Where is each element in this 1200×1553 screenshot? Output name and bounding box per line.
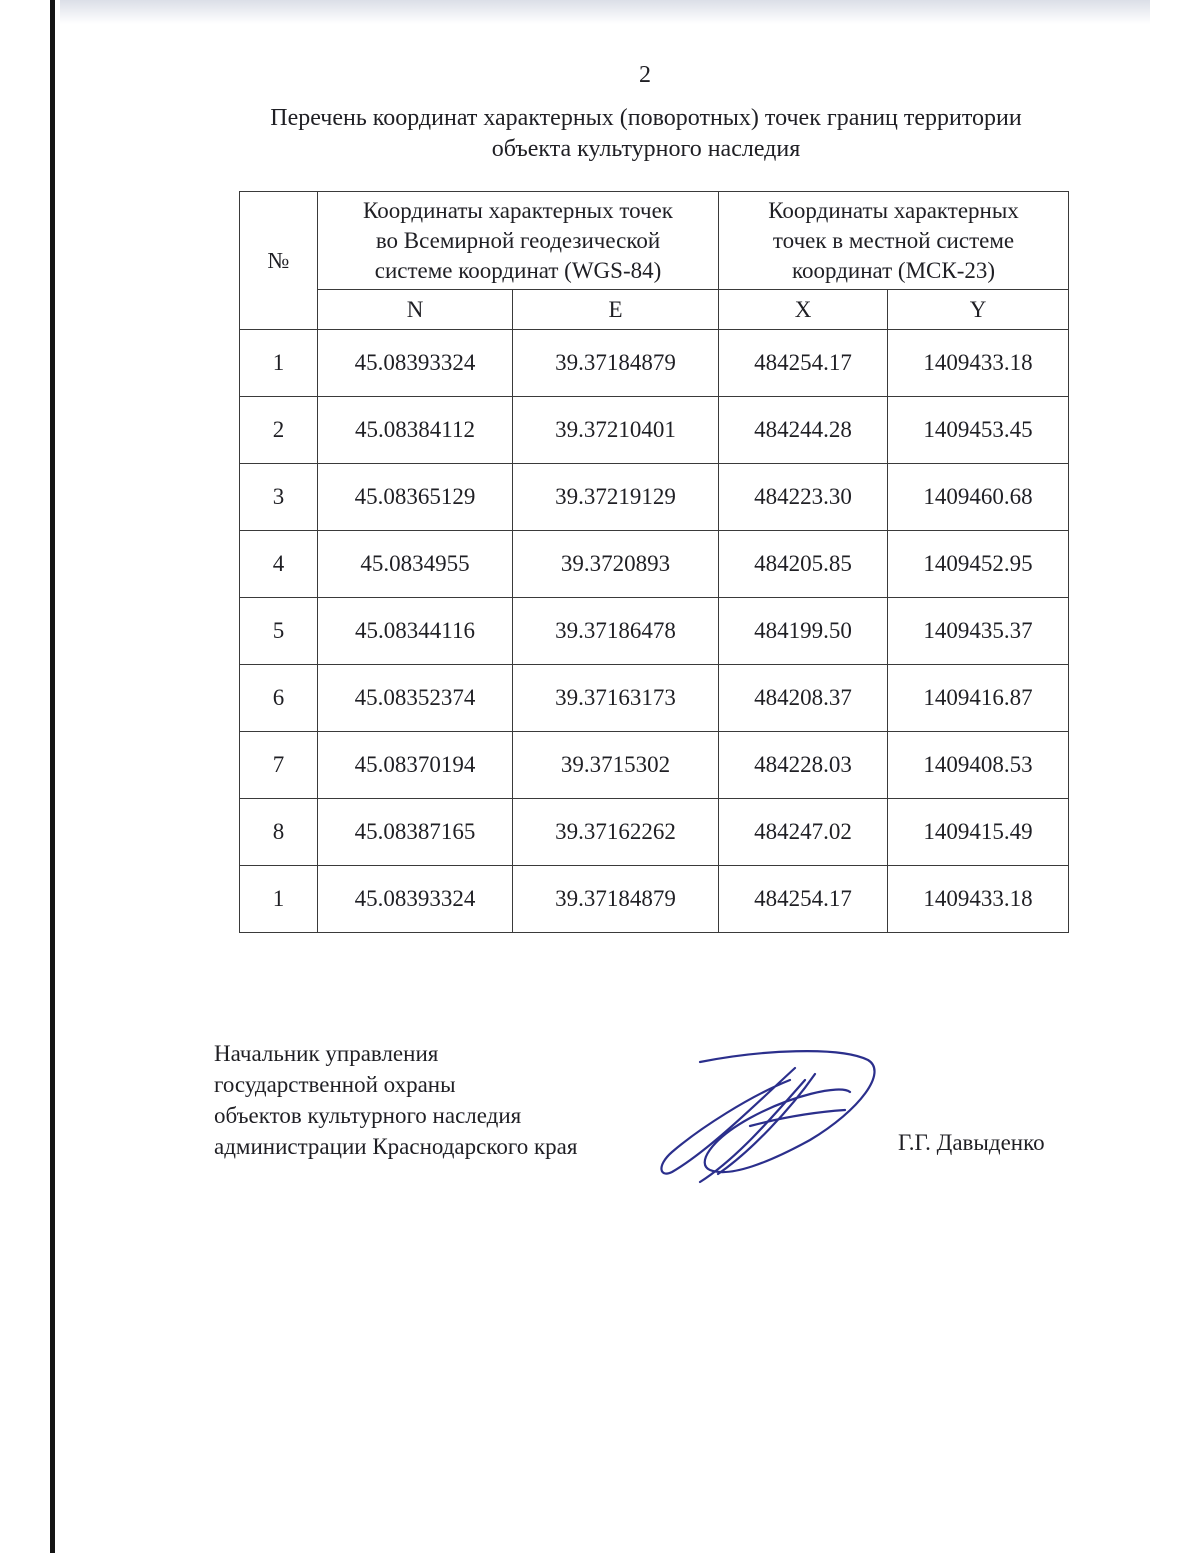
table-row: [240, 464, 1069, 531]
cell-y: 1409435.37: [888, 598, 1069, 665]
cell-n: 45.08393324: [318, 330, 513, 397]
header-msk23: [719, 192, 1069, 290]
table-row: [240, 799, 1069, 866]
cell-x: 484254.17: [719, 330, 888, 397]
header-wgs84-line: системе координат (WGS-84): [374, 257, 662, 283]
cell-n: 45.08352374: [318, 665, 513, 732]
cell-x: 484228.03: [719, 732, 888, 799]
header-wgs84: [318, 192, 719, 290]
cell-y: 1409452.95: [888, 531, 1069, 598]
subheader-x: X: [719, 290, 888, 330]
cell-x: 484247.02: [719, 799, 888, 866]
cell-n: 45.08365129: [318, 464, 513, 531]
cell-e: 39.37210401: [513, 397, 719, 464]
position-line: государственной охраны: [214, 1072, 456, 1097]
cell-x: 484199.50: [719, 598, 888, 665]
cell-e: 39.3720893: [513, 531, 719, 598]
table-row: [240, 330, 1069, 397]
cell-number: 6: [240, 665, 318, 732]
title-line: Перечень координат характерных (поворотных) точек границ территории: [270, 105, 1022, 131]
header-msk23-line: координат (МСК-23): [791, 257, 996, 283]
signatory-position: [214, 1038, 577, 1162]
title-line: объекта культурного наследия: [491, 136, 801, 162]
header-wgs84-line: Координаты характерных точек: [363, 197, 673, 223]
cell-number: 4: [240, 531, 318, 598]
header-msk23-line: точек в местной системе: [772, 227, 1015, 253]
cell-number: 1: [240, 866, 318, 933]
cell-x: 484205.85: [719, 531, 888, 598]
cell-y: 1409415.49: [888, 799, 1069, 866]
page-number: 2: [639, 62, 651, 88]
cell-y: 1409453.45: [888, 397, 1069, 464]
scan-left-edge: [50, 0, 55, 1553]
cell-n: 45.08344116: [318, 598, 513, 665]
cell-y: 1409416.87: [888, 665, 1069, 732]
table-subheader-row: [240, 290, 1069, 330]
cell-number: 2: [240, 397, 318, 464]
subheader-y: Y: [888, 290, 1069, 330]
position-line: Начальник управления: [214, 1041, 439, 1066]
cell-n: 45.08393324: [318, 866, 513, 933]
cell-y: 1409460.68: [888, 464, 1069, 531]
cell-number: 5: [240, 598, 318, 665]
cell-e: 39.37219129: [513, 464, 719, 531]
cell-y: 1409433.18: [888, 330, 1069, 397]
table-row: [240, 866, 1069, 933]
subheader-e: E: [513, 290, 719, 330]
cell-number: 7: [240, 732, 318, 799]
header-number: №: [240, 192, 318, 330]
table-row: [240, 665, 1069, 732]
position-line: объектов культурного наследия: [214, 1103, 522, 1128]
cell-x: 484244.28: [719, 397, 888, 464]
position-line: администрации Краснодарского края: [214, 1134, 578, 1159]
table-row: [240, 732, 1069, 799]
cell-n: 45.0834955: [318, 531, 513, 598]
table-row: [240, 397, 1069, 464]
subheader-n: N: [318, 290, 513, 330]
table-header-row: [240, 192, 1069, 290]
cell-y: 1409433.18: [888, 866, 1069, 933]
cell-number: 1: [240, 330, 318, 397]
cell-x: 484254.17: [719, 866, 888, 933]
cell-e: 39.37184879: [513, 866, 719, 933]
header-msk23-line: Координаты характерных: [768, 197, 1019, 223]
signer-name: Г.Г. Давыденко: [898, 1130, 1045, 1155]
cell-x: 484208.37: [719, 665, 888, 732]
cell-n: 45.08370194: [318, 732, 513, 799]
cell-y: 1409408.53: [888, 732, 1069, 799]
coordinates-table: [239, 191, 1069, 933]
scan-top-artifact: [60, 0, 1150, 24]
cell-number: 8: [240, 799, 318, 866]
header-wgs84-line: во Всемирной геодезической: [375, 227, 661, 253]
cell-e: 39.37186478: [513, 598, 719, 665]
cell-x: 484223.30: [719, 464, 888, 531]
cell-e: 39.37162262: [513, 799, 719, 866]
table-row: [240, 531, 1069, 598]
table-row: [240, 598, 1069, 665]
cell-e: 39.37184879: [513, 330, 719, 397]
handwritten-signature: [640, 1040, 890, 1190]
cell-e: 39.37163173: [513, 665, 719, 732]
cell-e: 39.3715302: [513, 732, 719, 799]
cell-n: 45.08384112: [318, 397, 513, 464]
cell-number: 3: [240, 464, 318, 531]
document-title: [190, 103, 1102, 165]
cell-n: 45.08387165: [318, 799, 513, 866]
